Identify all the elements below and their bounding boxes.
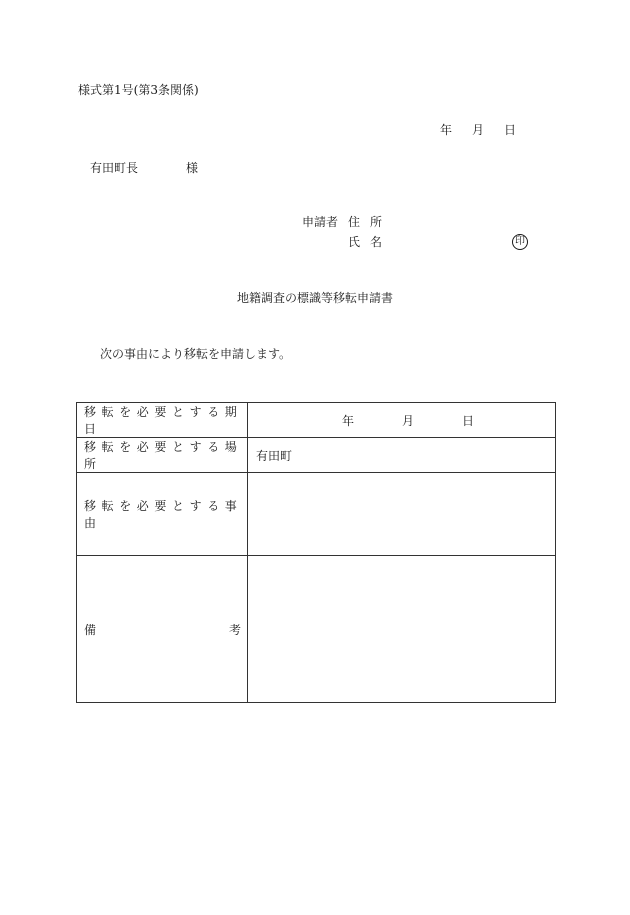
place-field[interactable]: 有田町 [248,438,556,473]
form-number: 様式第1号(第3条関係) [78,83,199,97]
row-label-reason: 移転を必要とする事由 [77,473,248,556]
applicant-address-line [302,216,392,228]
applicant-role: 申請者 [302,215,339,229]
date-day: 日 [504,123,517,137]
remarks-label-right: 考 [228,622,241,637]
date-field[interactable] [248,403,556,438]
reason-field[interactable] [248,473,556,556]
application-table [76,402,556,703]
table-row-date [77,403,556,438]
field-year: 年 [342,413,355,428]
table-row-reason [77,473,556,556]
addressee-name: 有田町長 [90,161,139,175]
date-year: 年 [440,123,453,137]
addressee-honorific: 様 [186,161,199,175]
field-month: 月 [402,413,415,428]
table-row-place [77,438,556,473]
table-row-remarks [77,556,556,703]
seal-mark: 印 [512,234,528,250]
intro-text: 次の事由により移転を申請します。 [100,347,292,361]
row-label-remarks [77,556,248,703]
date-month: 月 [472,123,485,137]
row-label-date: 移転を必要とする期日 [77,403,248,438]
submission-date [440,124,516,136]
applicant-address-label: 住所 [348,215,393,229]
applicant-name-label: 氏名 [348,235,393,249]
row-label-place: 移転を必要とする場所 [77,438,248,473]
remarks-label-left: 備 [84,622,97,637]
addressee [90,162,198,174]
field-day: 日 [462,413,475,428]
remarks-field[interactable] [248,556,556,703]
document-title: 地籍調査の標識等移転申請書 [236,291,393,305]
